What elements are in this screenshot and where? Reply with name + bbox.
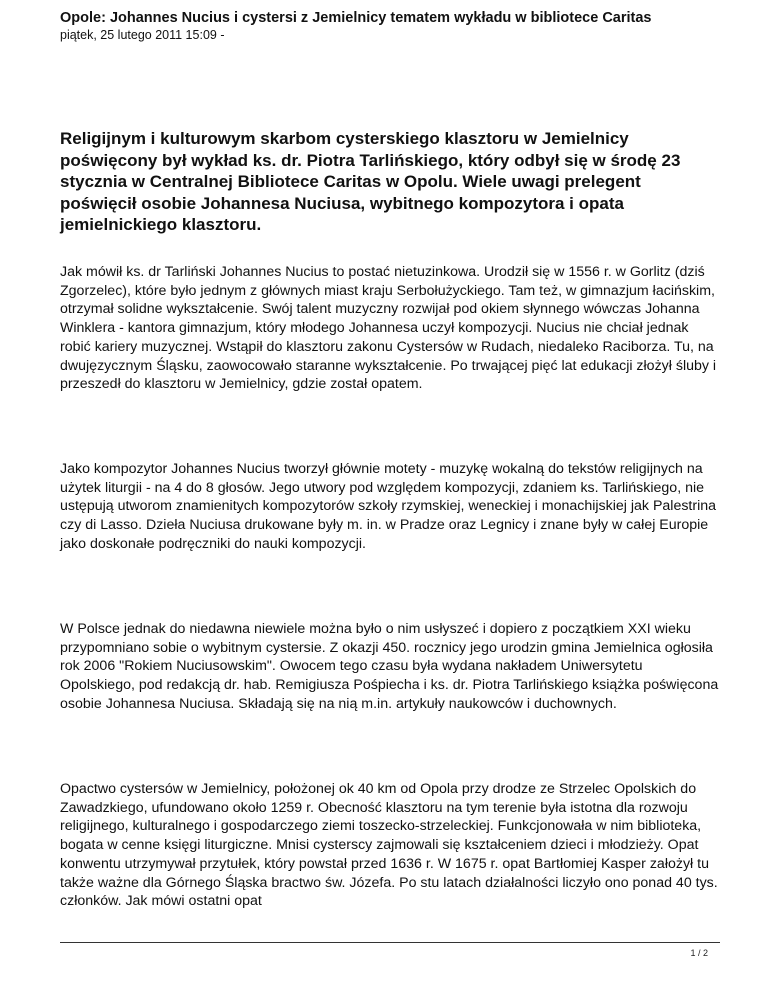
footer-divider [60, 942, 720, 943]
page-number: 1 / 2 [690, 948, 708, 958]
article-paragraph-2: Jako kompozytor Johannes Nucius tworzył głównie motety - muzykę wokalną do tekstów religijnych na użytek liturgii - na 4 do 8 głosów. Jego utwory pod względem kompozycji, zdaniem ks. Tarlińskiego, nie ustępują utworom znamienitych kompozytorów szkoły rzymskiej, weneckiej i monachijskiej jak Palestrina czy di Lasso. Dzieła Nuciusa drukowane były m. in. w Pradze oraz Legnicy i znane były w całej Europie jako doskonałe podręczniki do nauki kompozycji. [60, 461, 717, 552]
article-lead: Religijnym i kulturowym skarbom cysterskiego klasztoru w Jemielnicy poświęcony był wykład ks. dr. Piotra Tarlińskiego, który odbył się w środę 23 stycznia w Centralnej Bibliotece Caritas w Opolu. Wiele uwagi prelegent poświęcił osobie Johannesa Nuciusa, wybitnego kompozytora i opata jemielnickiego klasztoru. [60, 129, 681, 234]
article-title: Opole: Johannes Nucius i cystersi z Jemielnicy tematem wykładu w bibliotece Caritas [60, 10, 652, 26]
article-date: piątek, 25 lutego 2011 15:09 - [60, 28, 225, 42]
article-paragraph-3: W Polsce jednak do niedawna niewiele można było o nim usłyszeć i dopiero z początkiem XXI wieku przypomniano sobie o wybitnym cystersie. Z okazji 450. rocznicy jego urodzin gmina Jemielnica ogłosiła rok 2006 "Rokiem Nuciusowskim". Owocem tego czasu była wydana nakładem Uniwersytetu Opolskiego, pod redakcją dr. hab. Remigiusza Pośpiecha i ks. dr. Piotra Tarlińskiego książka poświęcona osobie Johannesa Nuciusa. Składają się na nią m.in. artykuły naukowców i duchownych. [60, 621, 719, 712]
article-paragraph-1: Jak mówił ks. dr Tarliński Johannes Nucius to postać nietuzinkowa. Urodził się w 1556 r. w Gorlitz (dziś Zgorzelec), które było jednym z głównych miast kraju Serbołużyckiego. Tam też, w gimnazjum łacińskim, otrzymał solidne wykształcenie. Swój talent muzyczny rozwijał pod okiem słynnego wówczas Johanna Winklera - kantora gimnazjum, który młodego Johannesa uczył kompozycji. Nucius nie chciał jednak robić kariery muzycznej. Wstąpił do klasztoru zakonu Cystersów w Rudach, niedaleko Raciborza. Tu, na dwujęzycznym Śląsku, zaowocowało staranne wykształcenie. Po trwającej pięć lat edukacji złożył śluby i przeszedł do klasztoru w Jemielnicy, gdzie został opatem. [60, 264, 717, 393]
document-header [60, 10, 720, 43]
article-paragraph-4: Opactwo cystersów w Jemielnicy, położonej ok 40 km od Opola przy drodze ze Strzelec Opolskich do Zawadzkiego, ufundowano około 1259 r. Obecność klasztoru na tym terenie była istotna dla rozwoju religijnego, kulturalnego i gospodarczego ziemi toszecko-strzeleckiej. Funkcjonowała w nim biblioteka, bogata w cenne księgi liturgiczne. Mnisi cysterscy zajmowali się kształceniem dzieci i młodzieży. Opat konwentu utrzymywał przytułek, który powstał przed 1636 r. W 1675 r. opat Bartłomiej Kasper założył tu także ważne dla Górnego Śląska bractwo św. Józefa. Po stu latach działalności liczyło ono ponad 40 tys. członków. Jak mówi ostatni opat [60, 781, 718, 910]
